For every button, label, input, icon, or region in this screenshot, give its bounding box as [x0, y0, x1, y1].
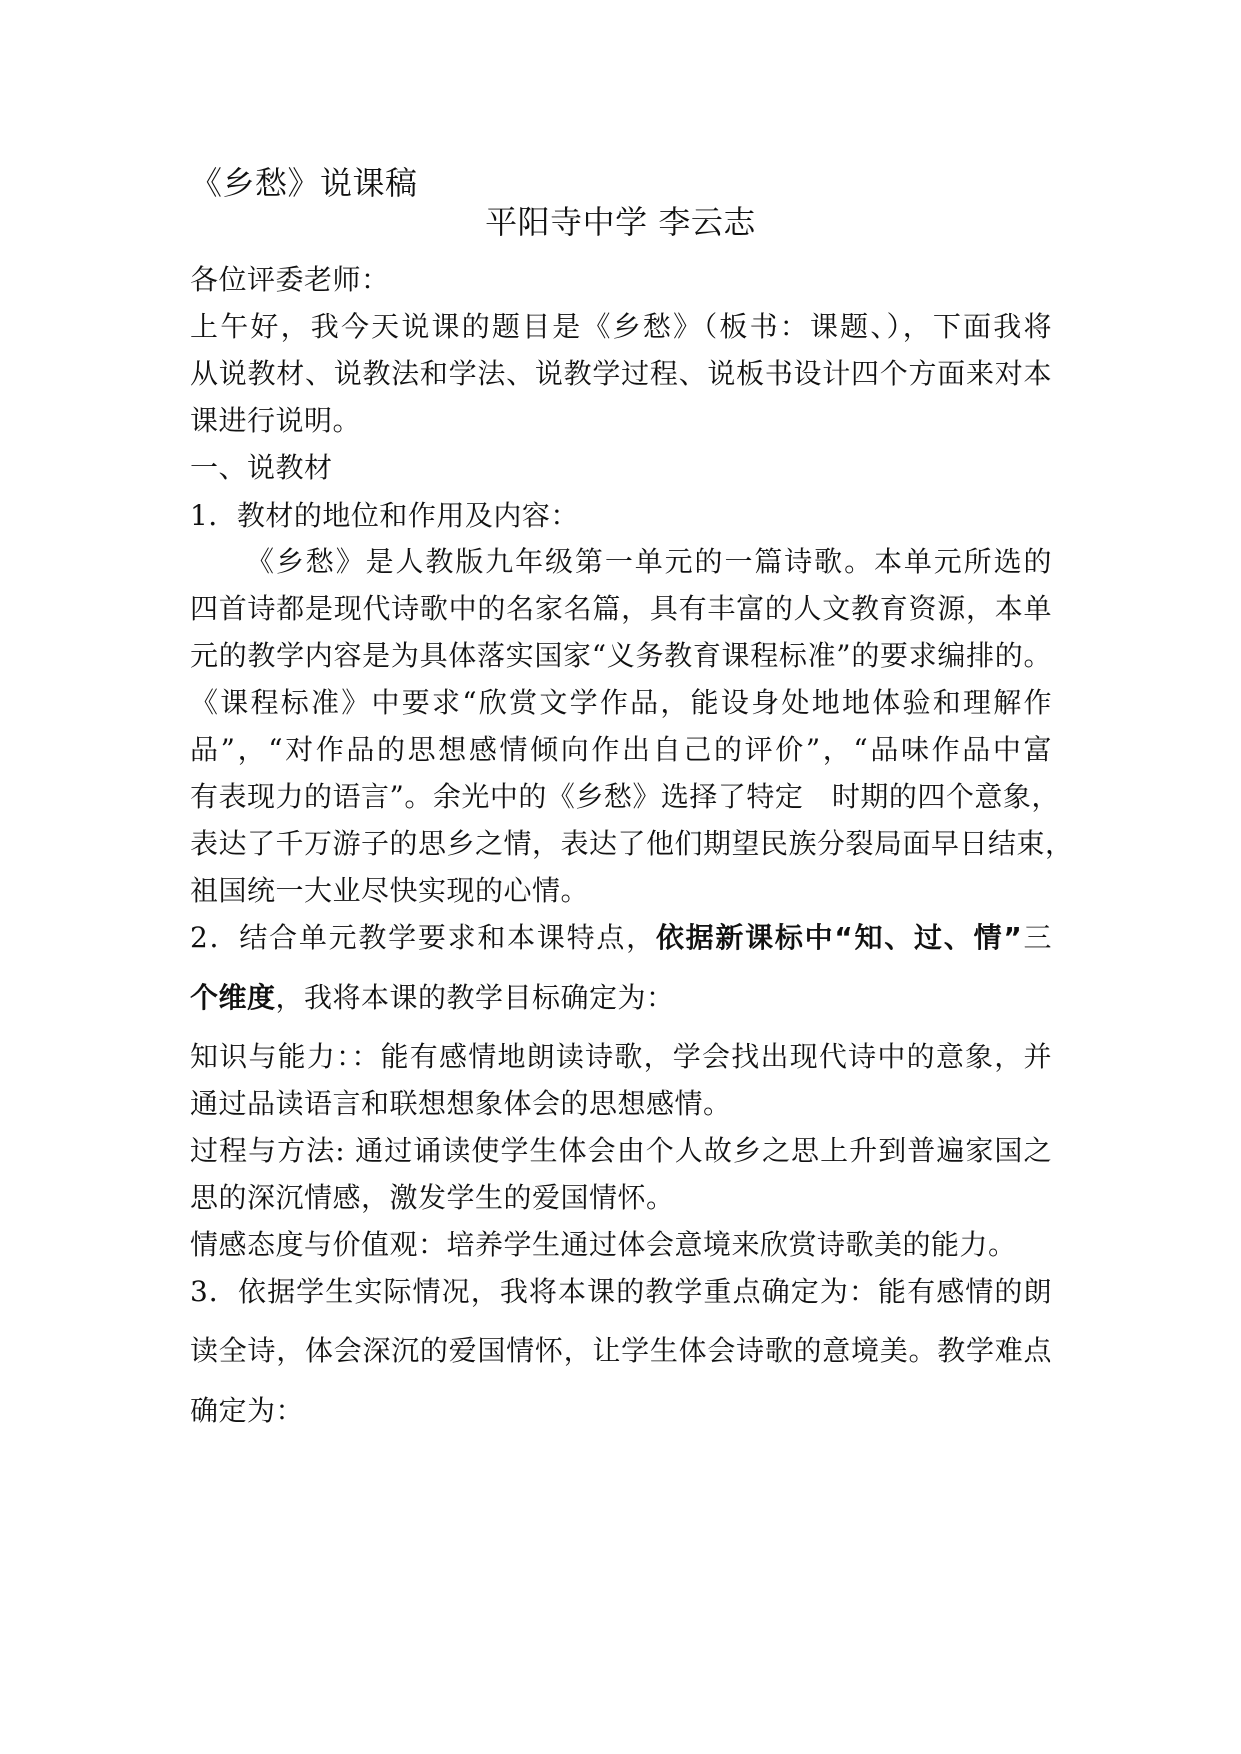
item2-text: 2．结合单元教学要求和本课特点，	[190, 921, 656, 954]
item2-line-2	[190, 978, 675, 1018]
goal-process-line-1: 过程与方法: 通过诵读使学生体会由个人故乡之思上升到普遍家国之	[190, 1134, 1052, 1167]
item1-paragraph-line: 表达了千万游子的思乡之情，表达了他们期望民族分裂局面早日结束，	[190, 827, 1074, 860]
item1-paragraph-line: 四首诗都是现代诗歌中的名家名篇，具有丰富的人文教育资源，本单	[190, 592, 1052, 625]
item2-text-tail: 三	[1022, 921, 1052, 954]
document-author: 平阳寺中学 李云志	[485, 203, 756, 241]
item2-emphasis: 依据新课标中“知、过、情”	[655, 921, 1023, 954]
item2-line-1	[190, 918, 1052, 958]
item1-paragraph-line: 元的教学内容是为具体落实国家“义务教育课程标准”的要求编排的。	[190, 639, 1052, 672]
item2-text-2: ，我将本课的教学目标确定为：	[275, 981, 675, 1014]
intro-text: 上午好，我今天说课的题目是	[190, 310, 583, 343]
item3-line-2: 读全诗，体会深沉的爱国情怀，让学生体会诗歌的意境美。教学难点	[190, 1334, 1052, 1367]
goal-attitude-line: 情感态度与价值观：培养学生通过体会意境来欣赏诗歌美的能力。	[190, 1228, 1017, 1261]
intro-lesson-title: 《乡愁》	[582, 310, 704, 343]
intro-line-3: 课进行说明。	[190, 404, 362, 437]
item1-paragraph-line: 祖国统一大业尽快实现的心情。	[190, 874, 590, 907]
item2-emphasis-2: 个维度	[190, 981, 276, 1014]
document-title: 《乡愁》说课稿	[190, 164, 418, 202]
goal-knowledge-line-2: 通过品读语言和联想想象体会的思想感情。	[190, 1087, 732, 1120]
intro-text-tail: （板书：课题、），下面我将	[703, 310, 1052, 343]
item1-paragraph-line: 品”，“对作品的思想感情倾向作出自己的评价”，“品味作品中富	[190, 733, 1052, 766]
item1-paragraph-line: 《课程标准》中要求“欣赏文学作品，能设身处地地体验和理解作	[190, 686, 1052, 719]
intro-line-2: 从说教材、说教法和学法、说教学过程、说板书设计四个方面来对本	[190, 357, 1052, 390]
section-heading-materials: 一、说教材	[190, 451, 333, 484]
item1-paragraph-line: 有表现力的语言”。余光中的《乡愁》选择了特定 时期的四个意象，	[190, 780, 1060, 813]
item3-line-1: 3．依据学生实际情况，我将本课的教学重点确定为：能有感情的朗	[190, 1275, 1052, 1308]
item1-paragraph-line: 《乡愁》是人教版九年级第一单元的一篇诗歌。本单元所选的	[246, 545, 1052, 578]
goal-process-line-2: 思的深沉情感，激发学生的爱国情怀。	[190, 1181, 675, 1214]
intro-line-1	[190, 307, 1052, 347]
goal-knowledge-line-1: 知识与能力：：能有感情地朗读诗歌，学会找出现代诗中的意象，并	[190, 1040, 1052, 1073]
item1-heading: 1．教材的地位和作用及内容：	[190, 499, 579, 532]
greeting: 各位评委老师：	[190, 263, 390, 296]
item3-line-3: 确定为：	[190, 1394, 305, 1427]
